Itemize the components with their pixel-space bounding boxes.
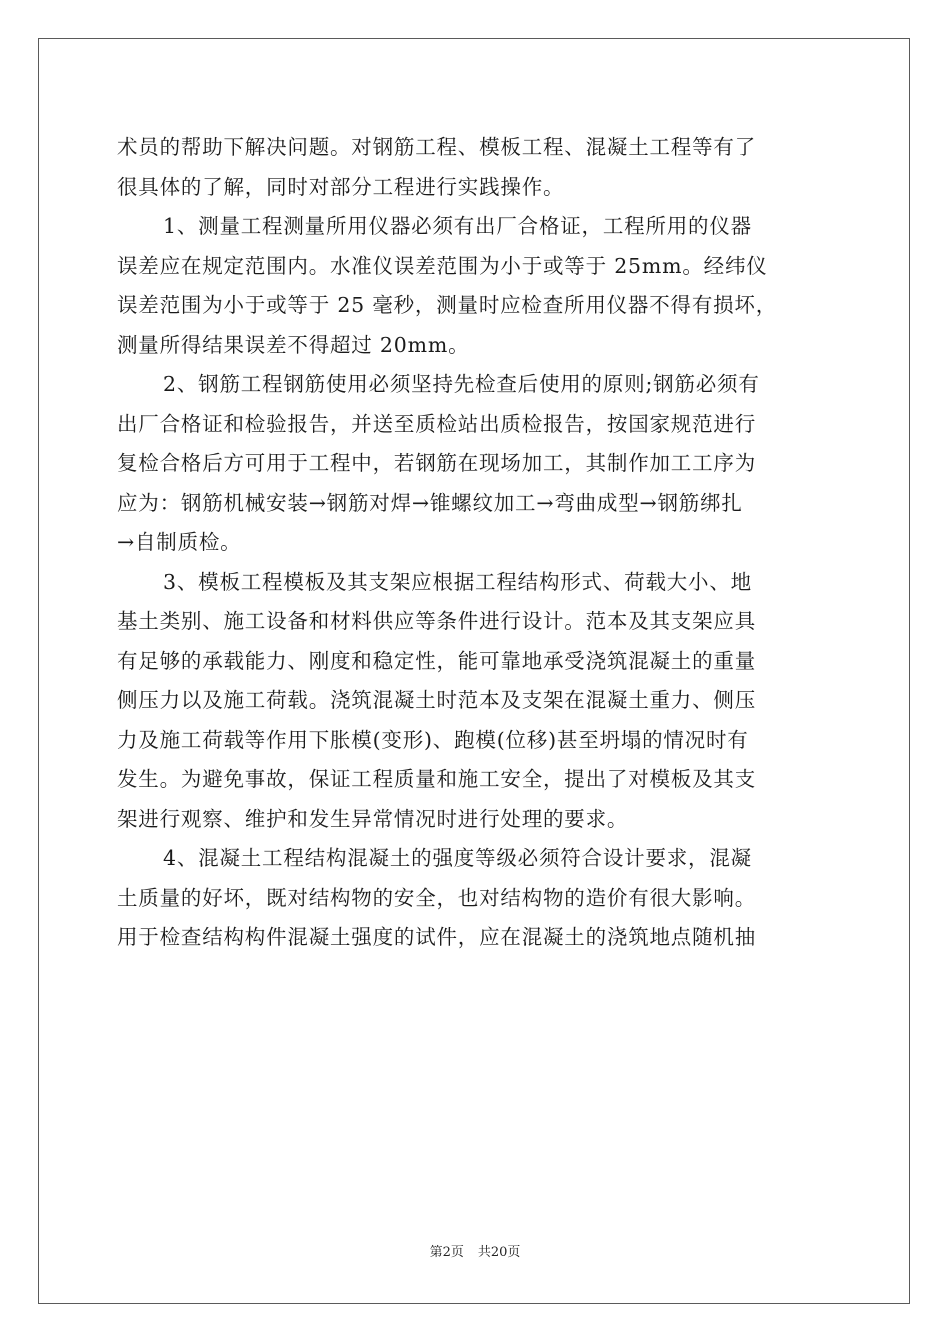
text-line: 用于检查结构构件混凝土强度的试件，应在混凝土的浇筑地点随机抽 — [117, 925, 756, 949]
page-number: 第2页 — [429, 1245, 464, 1260]
text-line: 发生。为避免事故，保证工程质量和施工安全，提出了对模板及其支 — [117, 767, 756, 791]
text-line: 有足够的承载能力、刚度和稳定性，能可靠地承受浇筑混凝土的重量 — [117, 648, 756, 673]
text-line: →自制质检。 — [117, 530, 242, 554]
text-line: 应为：钢筋机械安装→钢筋对焊→锥螺纹加工→弯曲成型→钢筋绑扎 — [117, 490, 743, 515]
text-line: 土质量的好坏，既对结构物的安全，也对结构物的造价有很大影响。 — [117, 885, 756, 910]
page-total: 共20页 — [477, 1245, 521, 1260]
text-line: 测量所得结果误差不得超过 20mm。 — [117, 332, 470, 357]
text-line: 3、模板工程模板及其支架应根据工程结构形式、荷载大小、地 — [163, 569, 752, 594]
text-line: 出厂合格证和检验报告，并送至质检站出质检报告，按国家规范进行 — [117, 411, 756, 436]
page-footer — [0, 1241, 950, 1260]
text-line: 误差应在规定范围内。水准仪误差范围为小于或等于 25mm。经纬仪 — [117, 253, 768, 278]
text-line: 基土类别、施工设备和材料供应等条件进行设计。范本及其支架应具 — [117, 609, 756, 633]
text-line: 4、混凝土工程结构混凝土的强度等级必须符合设计要求，混凝 — [163, 846, 752, 870]
text-line: 侧压力以及施工荷载。浇筑混凝土时范本及支架在混凝土重力、侧压 — [117, 688, 756, 712]
text-line: 很具体的了解，同时对部分工程进行实践操作。 — [117, 174, 565, 199]
text-line: 架进行观察、维护和发生异常情况时进行处理的要求。 — [117, 806, 629, 831]
text-line: 2、钢筋工程钢筋使用必须坚持先检查后使用的原则;钢筋必须有 — [163, 372, 760, 396]
document-body — [117, 128, 833, 958]
text-line: 术员的帮助下解决问题。对钢筋工程、模板工程、混凝土工程等有了 — [117, 135, 756, 159]
text-line: 1、测量工程测量所用仪器必须有出厂合格证，工程所用的仪器 — [163, 214, 752, 238]
text-line: 力及施工荷载等作用下胀模(变形)、跑模(位移)甚至坍塌的情况时有 — [117, 727, 749, 752]
text-line: 复检合格后方可用于工程中，若钢筋在现场加工，其制作加工工序为 — [117, 451, 756, 475]
text-line: 误差范围为小于或等于 25 毫秒，测量时应检查所用仪器不得有损坏， — [117, 293, 778, 317]
